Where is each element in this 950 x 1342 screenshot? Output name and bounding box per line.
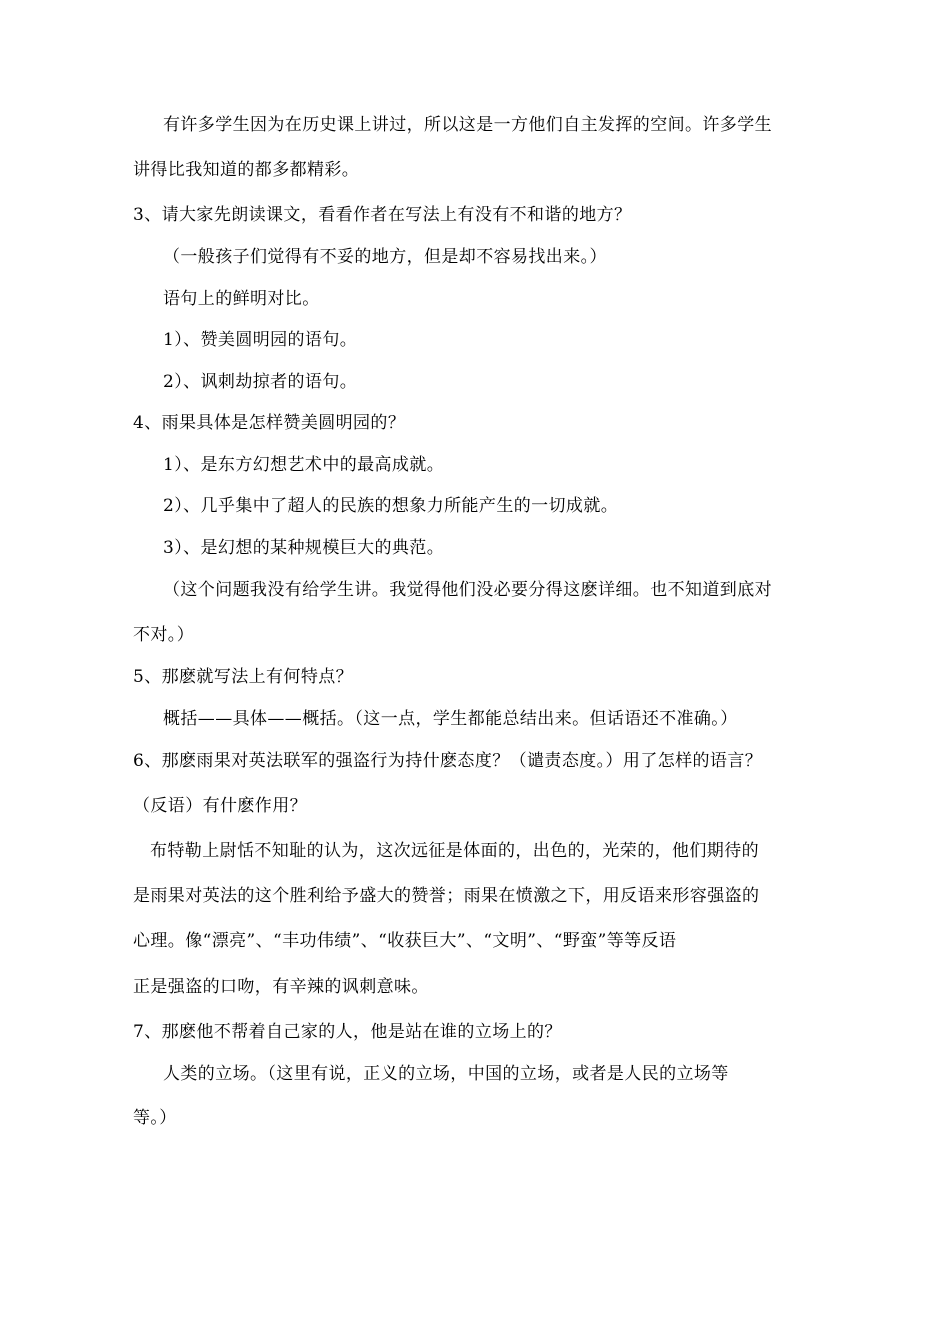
paragraph-line: 是雨果对英法的这个胜利给予盛大的赞誉；雨果在愤激之下，用反语来形容强盗的 bbox=[133, 886, 760, 906]
paragraph-line: 人类的立场。（这里有说，正义的立场，中国的立场，或者是人民的立场等 bbox=[163, 1064, 729, 1084]
list-item: 2）、几乎集中了超人的民族的想象力所能产生的一切成就。 bbox=[163, 496, 619, 516]
list-item: 1）、赞美圆明园的语句。 bbox=[163, 330, 358, 350]
list-item: 2）、讽刺劫掠者的语句。 bbox=[163, 372, 358, 392]
note-line: （一般孩子们觉得有不妥的地方，但是却不容易找出来。） bbox=[163, 247, 607, 267]
paragraph-line: （反语）有什麽作用？ bbox=[133, 796, 307, 816]
list-item: 1）、是东方幻想艺术中的最高成就。 bbox=[163, 455, 445, 475]
question-3: 3、请大家先朗读课文，看看作者在写法上有没有不和谐的地方？ bbox=[133, 205, 632, 225]
paragraph-line: 正是强盗的口吻，有辛辣的讽刺意味。 bbox=[133, 977, 429, 997]
paragraph-line: 语句上的鲜明对比。 bbox=[163, 289, 320, 309]
question-7: 7、那麽他不帮着自己家的人，他是站在谁的立场上的？ bbox=[133, 1022, 562, 1042]
note-line: 不对。） bbox=[133, 625, 195, 645]
paragraph-line: 布特勒上尉恬不知耻的认为，这次远征是体面的，出色的，光荣的，他们期待的 bbox=[150, 841, 759, 861]
paragraph-line: 概括——具体——概括。（这一点，学生都能总结出来。但话语还不准确。） bbox=[163, 709, 738, 729]
paragraph-line: 讲得比我知道的都多都精彩。 bbox=[133, 160, 360, 180]
paragraph-line: 有许多学生因为在历史课上讲过，所以这是一方他们自主发挥的空间。许多学生 bbox=[163, 115, 772, 135]
paragraph-line: 等。） bbox=[133, 1108, 177, 1128]
paragraph-line: 心理。像“漂亮”、“丰功伟绩”、“收获巨大”、“文明”、“野蛮”等等反语 bbox=[133, 931, 677, 951]
list-item: 3）、是幻想的某种规模巨大的典范。 bbox=[163, 538, 445, 558]
note-line: （这个问题我没有给学生讲。我觉得他们没必要分得这麽详细。也不知道到底对 bbox=[163, 580, 772, 600]
question-6: 6、那麽雨果对英法联军的强盗行为持什麽态度？（谴责态度。）用了怎样的语言？ bbox=[133, 751, 763, 771]
question-4: 4、雨果具体是怎样赞美圆明园的？ bbox=[133, 413, 406, 433]
question-5: 5、那麽就写法上有何特点？ bbox=[133, 667, 354, 687]
